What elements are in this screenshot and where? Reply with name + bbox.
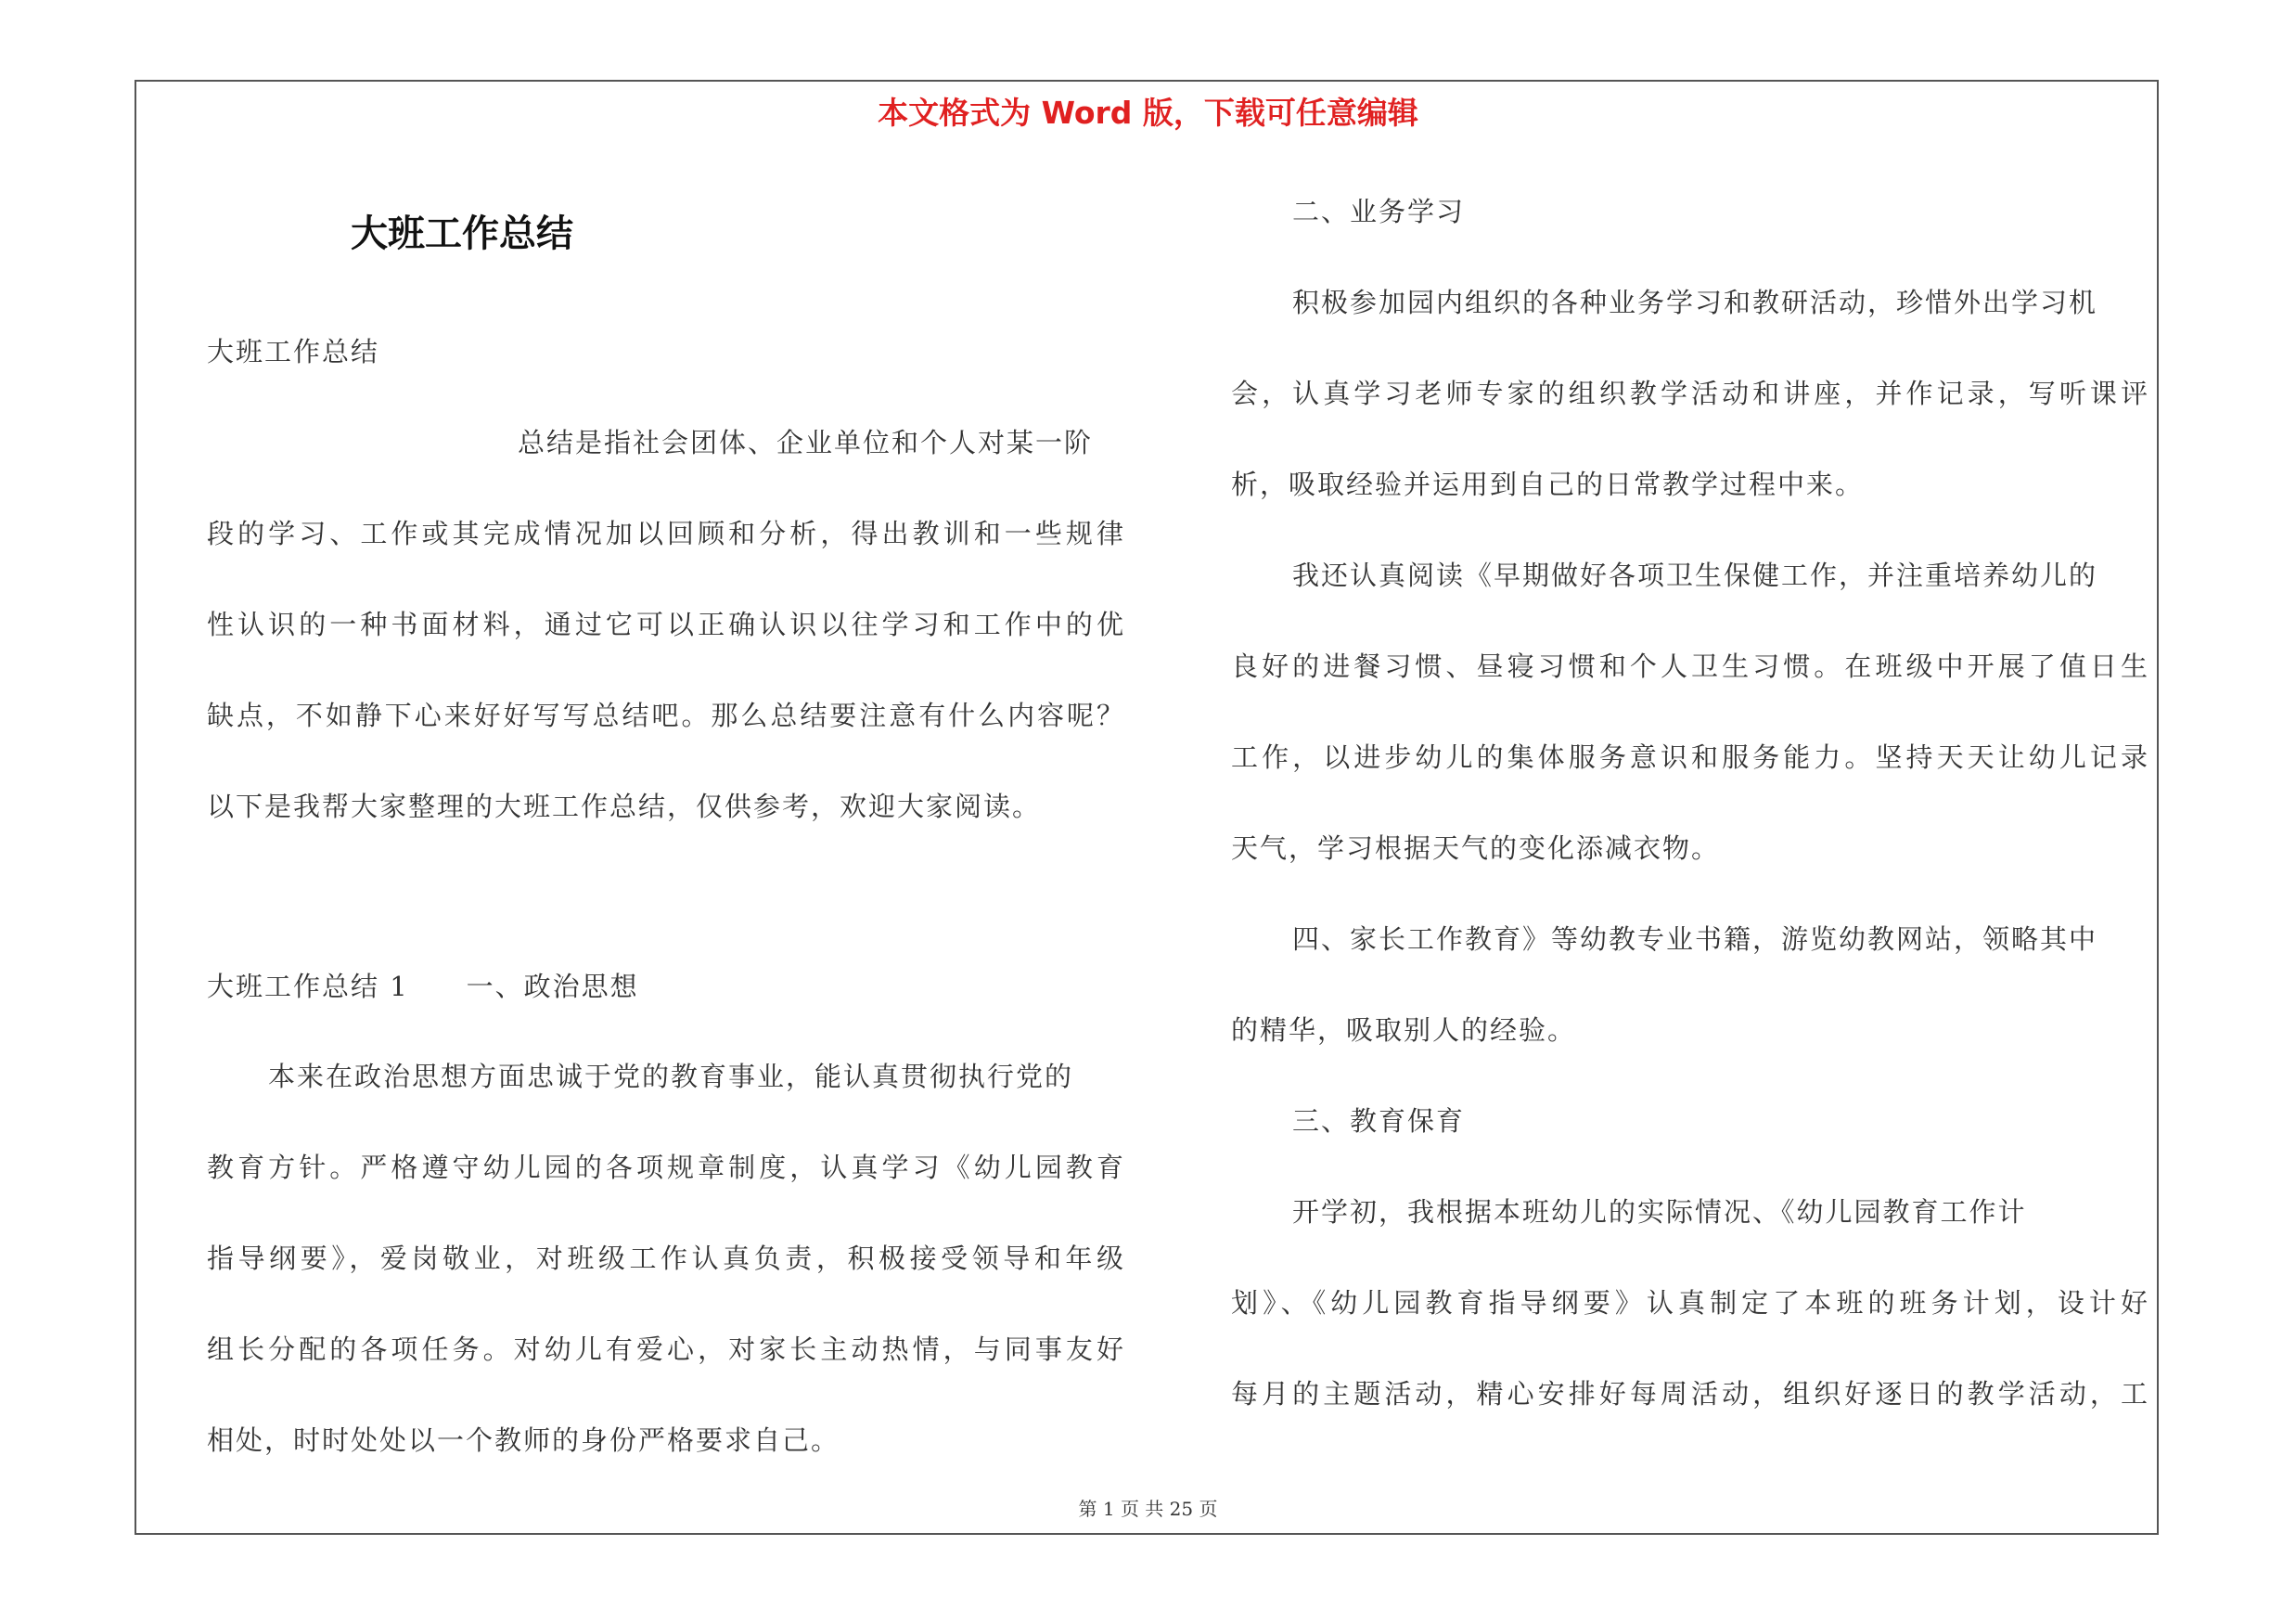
- paragraph-line: 指导纲要》，爱岗敬业，对班级工作认真负责，积极接受领导和年级: [207, 1243, 1125, 1274]
- subtitle-line: 大班工作总结: [207, 336, 380, 367]
- paragraph-line: 工作，以进步幼儿的集体服务意识和服务能力。坚持天天让幼儿记录: [1231, 741, 2149, 773]
- paragraph-line: 教育方针。严格遵守幼儿园的各项规章制度，认真学习《幼儿园教育: [207, 1152, 1125, 1183]
- paragraph-line: 析，吸取经验并运用到自己的日常教学过程中来。: [1231, 469, 1865, 500]
- paragraph-line: 四、家长工作教育》等幼教专业书籍，游览幼教网站，领略其中: [1292, 923, 2098, 955]
- paragraph-line: 每月的主题活动，精心安排好每周活动，组织好逐日的教学活动，工: [1231, 1378, 2149, 1410]
- page-number-footer: 第 1 页 共 25 页: [1078, 1498, 1218, 1520]
- section-heading: 大班工作总结 1 一、政治思想: [207, 971, 639, 1002]
- paragraph-line: 性认识的一种书面材料，通过它可以正确认识以往学习和工作中的优: [207, 609, 1125, 640]
- section-heading: 二、业务学习: [1292, 196, 1466, 227]
- paragraph-line: 开学初，我根据本班幼儿的实际情况、《幼儿园教育工作计: [1292, 1196, 2027, 1228]
- paragraph-line: 积极参加园内组织的各种业务学习和教研活动，珍惜外出学习机: [1292, 287, 2098, 318]
- paragraph-line: 本来在政治思想方面忠诚于党的教育事业，能认真贯彻执行党的: [268, 1061, 1074, 1092]
- paragraph-line: 的精华，吸取别人的经验。: [1231, 1014, 1577, 1046]
- section-heading: 三、教育保育: [1292, 1105, 1466, 1137]
- paragraph-line: 段的学习、工作或其完成情况加以回顾和分析，得出教训和一些规律: [207, 518, 1125, 549]
- paragraph-line: 良好的进餐习惯、昼寝习惯和个人卫生习惯。在班级中开展了值日生: [1231, 650, 2149, 682]
- paragraph-line: 相处，时时处处以一个教师的身份严格要求自己。: [207, 1424, 840, 1456]
- paragraph-line: 总结是指社会团体、企业单位和个人对某一阶: [518, 427, 1094, 458]
- document-title: 大班工作总结: [351, 212, 573, 255]
- paragraph-line: 缺点，不如静下心来好好写写总结吧。那么总结要注意有什么内容呢？: [207, 700, 1125, 731]
- format-banner: 本文格式为 Word 版，下载可任意编辑: [878, 95, 1418, 131]
- paragraph-line: 以下是我帮大家整理的大班工作总结，仅供参考，欢迎大家阅读。: [207, 791, 1042, 822]
- paragraph-line: 会，认真学习老师专家的组织教学活动和讲座，并作记录，写听课评: [1231, 378, 2149, 409]
- paragraph-line: 划》、《幼儿园教育指导纲要》认真制定了本班的班务计划，设计好: [1231, 1287, 2149, 1319]
- paragraph-line: 组长分配的各项任务。对幼儿有爱心，对家长主动热情，与同事友好: [207, 1333, 1125, 1365]
- paragraph-line: 我还认真阅读《早期做好各项卫生保健工作，并注重培养幼儿的: [1292, 560, 2098, 591]
- paragraph-line: 天气，学习根据天气的变化添减衣物。: [1231, 832, 1721, 864]
